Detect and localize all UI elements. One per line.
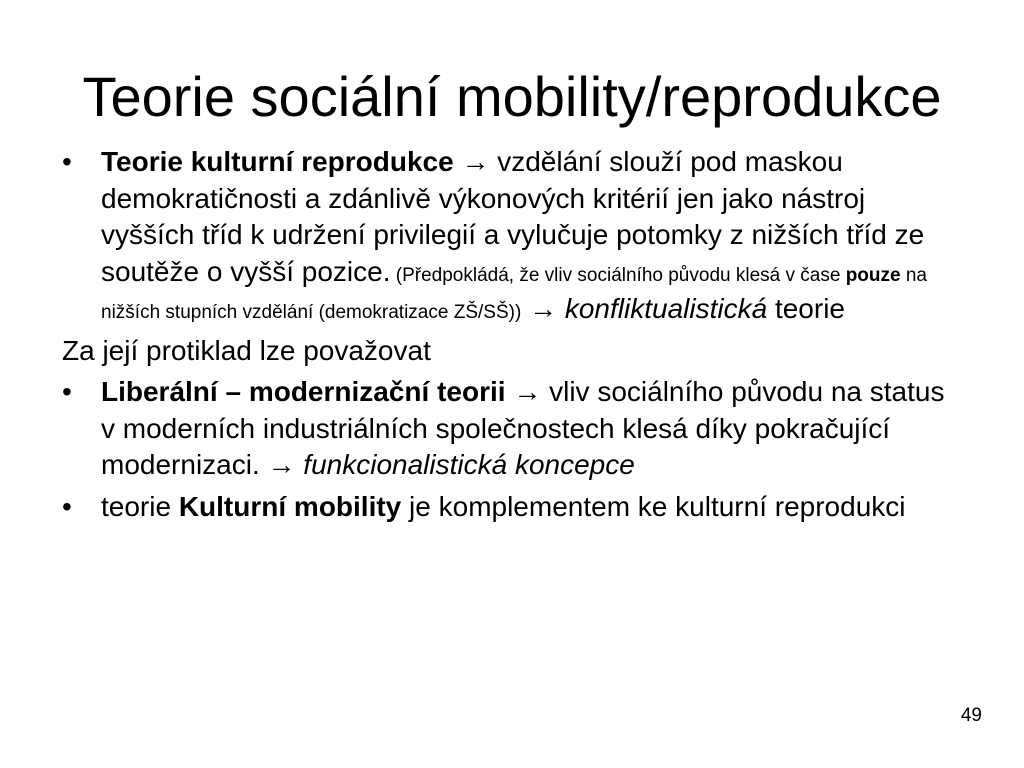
assumption-note-start: (Předpokládá, že vliv sociálního původu klesá v čase [390, 264, 846, 286]
assumption-note-emphasis: pouze [845, 264, 901, 286]
cultural-mobility-description: je komplementem ke kulturní reprodukci [401, 490, 906, 522]
bullet-cultural-mobility [62, 489, 962, 526]
term-functionalist-concept: funkcionalistická koncepce [303, 449, 635, 480]
term-conflict-theory: konfliktualistická [564, 292, 768, 324]
cultural-reproduction-description: → vzdělání slouží pod maskou demokratičnosti a zdánlivě výkonových kritérií jen jako nástroj vyšších tříd k udržení privilegií a vylučuje potomky z nižších tříd ze soutěže o vyšší pozice. [101, 146, 925, 287]
term-cultural-mobility: Kulturní mobility [178, 490, 402, 522]
bullet-icon: • [62, 376, 72, 407]
term-cultural-reproduction: Teorie kulturní reprodukce [101, 146, 454, 177]
bullet-icon: • [62, 490, 72, 522]
slide-body [62, 144, 962, 530]
arrow-symbol: → [521, 292, 565, 324]
contrast-paragraph: Za její protiklad lze považovat [62, 334, 431, 366]
bullet-cultural-reproduction [62, 144, 962, 328]
bullet-liberal-modernization [62, 374, 962, 484]
cultural-mobility-prefix: teorie [101, 490, 179, 522]
bullet-icon: • [62, 146, 72, 177]
liberal-modernization-description: → vliv sociálního původu na status v moderních industriálních společnostech klesá díky pokračující modernizaci. → [101, 376, 945, 480]
theory-suffix: teorie [767, 292, 845, 324]
term-liberal-modernization: Liberální – modernizační teorii [101, 376, 506, 407]
page-number: 49 [960, 705, 982, 726]
assumption-note-end: na nižších stupních vzdělání (demokratizace ZŠ/SŠ)) [101, 264, 927, 323]
slide-title: Teorie sociální mobility/reprodukce [82, 65, 942, 128]
